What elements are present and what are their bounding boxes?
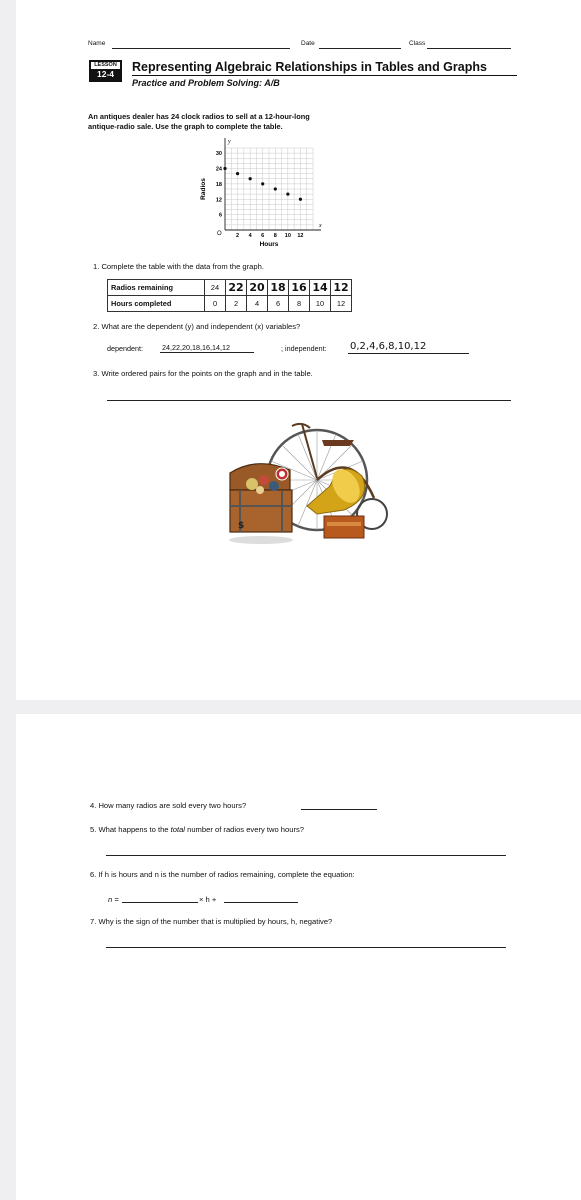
page-title: Representing Algebraic Relationships in Tables and Graphs [132, 60, 487, 74]
equation-constant-line[interactable] [224, 902, 298, 903]
data-point [249, 177, 252, 180]
row-header-radios: Radios remaining [108, 280, 205, 296]
class-line [427, 48, 511, 49]
table-cell-handwritten[interactable]: 20 [247, 280, 268, 296]
lesson-badge [89, 60, 122, 82]
y-tick-label: 18 [215, 181, 222, 188]
x-axis-letter: x [319, 223, 322, 229]
table-cell-handwritten[interactable]: 22 [226, 280, 247, 296]
table-cell: 4 [247, 296, 268, 312]
table-cell: 12 [331, 296, 352, 312]
dependent-answer[interactable]: 24,22,20,18,16,14,12 [162, 343, 230, 352]
question-5-emphasis: total [170, 825, 185, 834]
data-point [236, 172, 239, 175]
question-1: 1. Complete the table with the data from the graph. [93, 262, 264, 271]
origin-label: O [217, 231, 222, 237]
question-6: 6. If h is hours and n is the number of radios remaining, complete the equation: [90, 870, 355, 879]
question-4: 4. How many radios are sold every two hours? [90, 801, 247, 810]
table-cell-handwritten[interactable]: 12 [331, 280, 352, 296]
data-table [107, 279, 352, 312]
data-point [274, 187, 277, 190]
table-cell: 8 [289, 296, 310, 312]
lesson-number: 12-4 [96, 69, 114, 79]
question-3: 3. Write ordered pairs for the points on the graph and in the table. [93, 369, 313, 378]
table-cell: 6 [268, 296, 289, 312]
data-point [261, 182, 264, 185]
radios-chart [173, 138, 322, 250]
question-2: 2. What are the dependent (y) and independent (x) variables? [93, 322, 301, 331]
intro-line-1: An antiques dealer has 24 clock radios to sell at a 12-hour-long [88, 112, 310, 121]
question-3-answer-line[interactable] [107, 400, 511, 401]
y-tick-label: 6 [218, 212, 222, 219]
name-label: Name [88, 40, 106, 47]
row-header-hours: Hours completed [108, 296, 205, 312]
equation-coefficient-line[interactable] [122, 902, 198, 903]
worksheet-page-1 [16, 0, 581, 700]
table-cell: 24 [205, 280, 226, 296]
svg-text:$: $ [238, 521, 245, 531]
data-point [223, 167, 226, 170]
y-tick-label: 12 [215, 197, 222, 204]
lesson-label: LESSON [91, 62, 120, 69]
table-cell: 0 [205, 296, 226, 312]
x-tick-label: 10 [284, 233, 291, 239]
x-tick-label: 6 [261, 233, 265, 239]
table-cell-handwritten[interactable]: 16 [289, 280, 310, 296]
x-tick-label: 2 [236, 233, 240, 239]
dependent-line [160, 352, 254, 353]
question-4-answer-line[interactable] [301, 809, 377, 810]
question-5 [90, 825, 304, 834]
question-5-suffix: number of radios every two hours? [185, 825, 305, 834]
x-tick-label: 12 [297, 233, 304, 239]
worksheet-page-2 [16, 714, 581, 1200]
x-axis-title: Hours [259, 241, 279, 248]
y-axis-title: Radios [200, 178, 207, 200]
independent-label: ; independent: [281, 344, 327, 353]
table-row [108, 296, 352, 312]
page-subtitle: Practice and Problem Solving: A/B [132, 78, 280, 88]
y-tick-label: 24 [215, 166, 222, 173]
dependent-label: dependent: [107, 344, 143, 353]
independent-line [348, 353, 469, 354]
antiques-illustration [212, 418, 392, 548]
table-cell-handwritten[interactable]: 14 [310, 280, 331, 296]
y-axis-letter: y [228, 139, 231, 145]
question-5-answer-line[interactable] [106, 855, 506, 856]
name-line [112, 48, 290, 49]
question-5-prefix: 5. What happens to the [90, 825, 171, 834]
data-point [299, 198, 302, 201]
y-tick-label: 30 [215, 151, 222, 158]
independent-answer[interactable]: 0,2,4,6,8,10,12 [350, 341, 427, 352]
date-label: Date [301, 40, 315, 47]
x-tick-label: 8 [273, 233, 277, 239]
table-row [108, 280, 352, 296]
intro-line-2: antique-radio sale. Use the graph to complete the table. [88, 122, 283, 131]
equation-n: n = [108, 895, 119, 904]
title-rule [132, 75, 517, 76]
table-cell-handwritten[interactable]: 18 [268, 280, 289, 296]
question-7-answer-line[interactable] [106, 947, 506, 948]
table-cell: 10 [310, 296, 331, 312]
x-tick-label: 4 [248, 233, 252, 239]
table-cell: 2 [226, 296, 247, 312]
equation-times-h: × h + [199, 895, 217, 904]
class-label: Class [409, 40, 426, 47]
data-point [286, 193, 289, 196]
date-line [319, 48, 401, 49]
question-7: 7. Why is the sign of the number that is multiplied by hours, h, negative? [90, 917, 333, 926]
